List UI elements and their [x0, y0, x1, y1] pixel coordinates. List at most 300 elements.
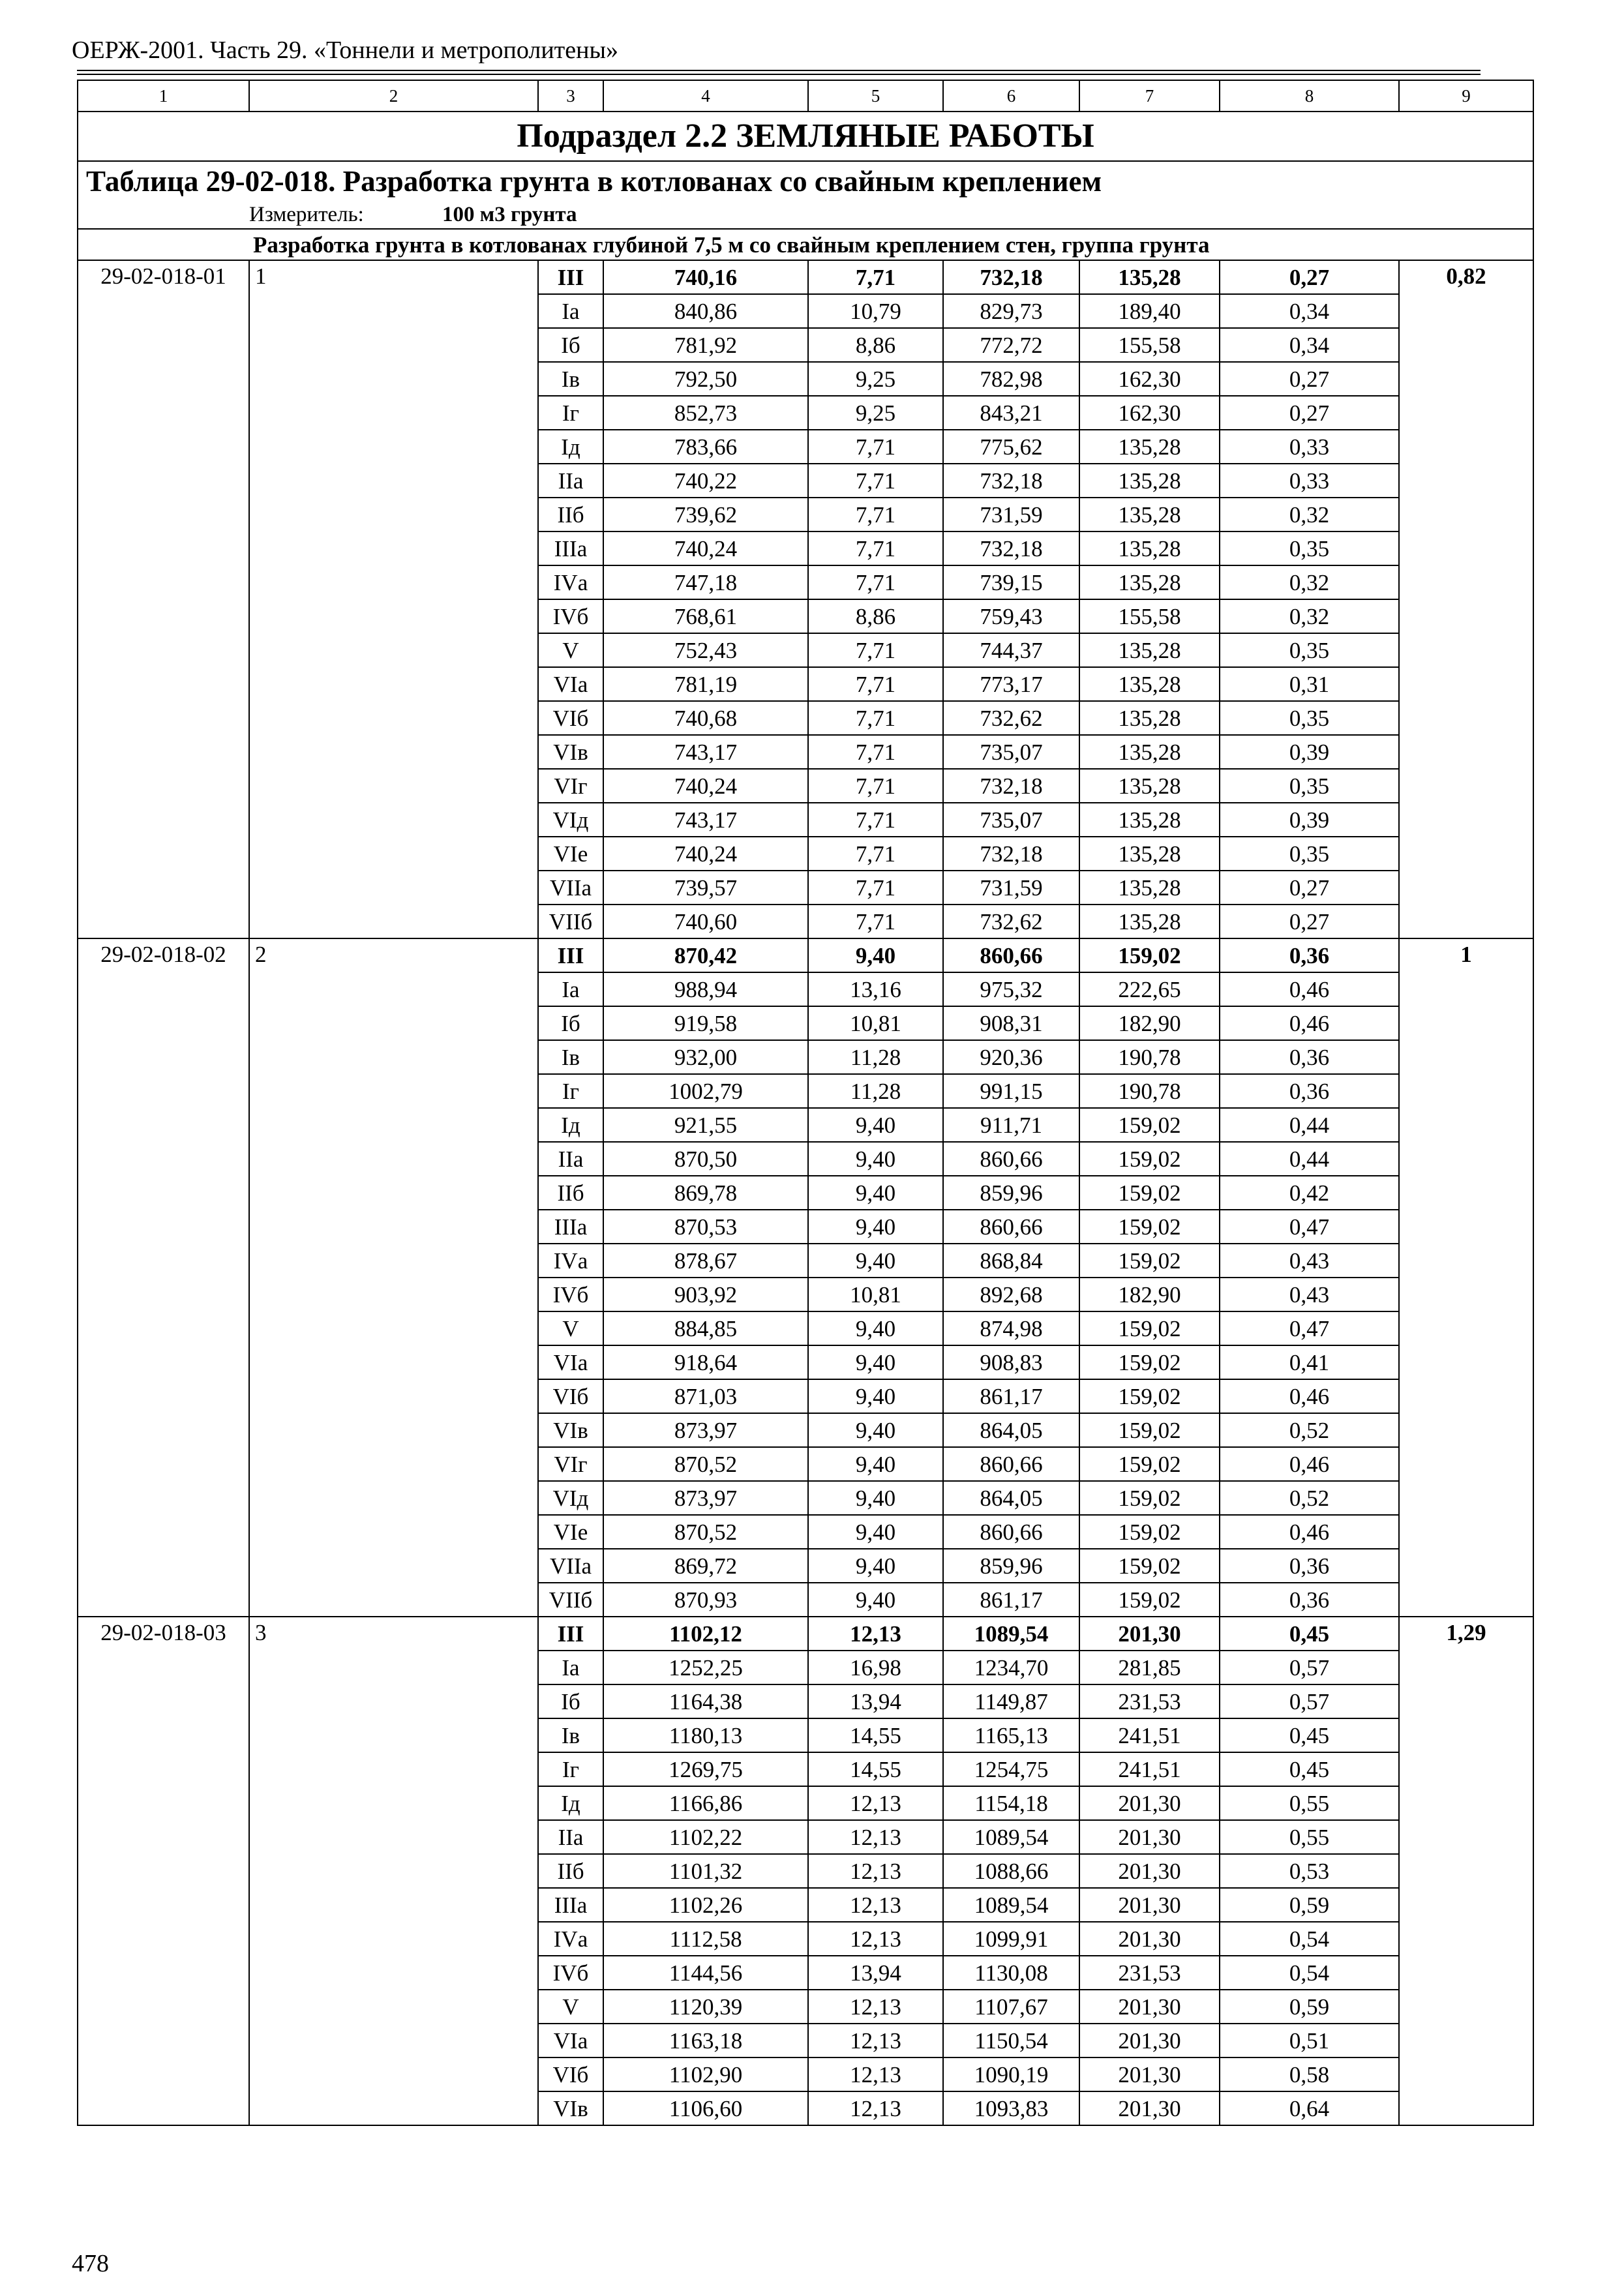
- value-cell: 0,34: [1220, 328, 1399, 362]
- value-cell: 0,27: [1220, 260, 1399, 294]
- value-cell: 739,57: [603, 871, 808, 905]
- soil-group-cell: IIб: [538, 1854, 603, 1888]
- column-number: 6: [943, 80, 1079, 112]
- value-cell: 12,13: [808, 1786, 943, 1820]
- value-cell: 0,36: [1220, 1074, 1399, 1108]
- value-cell: 0,53: [1220, 1854, 1399, 1888]
- value-cell: 0,57: [1220, 1651, 1399, 1684]
- value-cell: 0,36: [1220, 938, 1399, 972]
- value-cell: 869,78: [603, 1176, 808, 1210]
- value-cell: 7,71: [808, 430, 943, 464]
- value-cell: 860,66: [943, 1142, 1079, 1176]
- value-cell: 1149,87: [943, 1684, 1079, 1718]
- soil-group-cell: Iа: [538, 294, 603, 328]
- value-cell: 159,02: [1079, 1583, 1220, 1617]
- soil-group-cell: Iв: [538, 1718, 603, 1752]
- value-cell: 908,83: [943, 1345, 1079, 1379]
- value-cell: 0,64: [1220, 2091, 1399, 2125]
- value-cell: 201,30: [1079, 1990, 1220, 2024]
- value-cell: 911,71: [943, 1108, 1079, 1142]
- value-cell: 0,35: [1220, 633, 1399, 667]
- value-cell: 740,68: [603, 701, 808, 735]
- value-cell: 739,15: [943, 565, 1079, 599]
- section-title: Подраздел 2.2 ЗЕМЛЯНЫЕ РАБОТЫ: [78, 112, 1533, 161]
- value-cell: 13,94: [808, 1684, 943, 1718]
- value-cell: 159,02: [1079, 1345, 1220, 1379]
- value-cell: 1089,54: [943, 1888, 1079, 1922]
- value-cell: 732,18: [943, 531, 1079, 565]
- value-cell: 732,18: [943, 260, 1079, 294]
- soil-group-cell: III: [538, 260, 603, 294]
- value-cell: 201,30: [1079, 1888, 1220, 1922]
- value-cell: 740,60: [603, 905, 808, 938]
- value-cell: 0,46: [1220, 1379, 1399, 1413]
- value-cell: 9,40: [808, 1142, 943, 1176]
- value-cell: 201,30: [1079, 2024, 1220, 2057]
- value-cell: 783,66: [603, 430, 808, 464]
- value-cell: 874,98: [943, 1311, 1079, 1345]
- value-cell: 740,22: [603, 464, 808, 498]
- soil-group-cell: Iв: [538, 1040, 603, 1074]
- table-title-row: [78, 161, 1533, 201]
- value-cell: 135,28: [1079, 837, 1220, 871]
- value-cell: 732,18: [943, 837, 1079, 871]
- value-cell: 869,72: [603, 1549, 808, 1583]
- value-cell: 201,30: [1079, 1786, 1220, 1820]
- value-cell: 135,28: [1079, 633, 1220, 667]
- value-cell: 0,46: [1220, 1447, 1399, 1481]
- value-cell: 0,35: [1220, 837, 1399, 871]
- value-cell: 0,54: [1220, 1922, 1399, 1956]
- value-cell: 781,19: [603, 667, 808, 701]
- soil-group-cell: VIв: [538, 735, 603, 769]
- value-cell: 0,58: [1220, 2057, 1399, 2091]
- soil-group-cell: IIIа: [538, 531, 603, 565]
- soil-group-cell: VIд: [538, 803, 603, 837]
- soil-group-cell: Iа: [538, 972, 603, 1006]
- value-cell: 201,30: [1079, 1617, 1220, 1651]
- value-cell: 7,71: [808, 701, 943, 735]
- page-number: 478: [72, 2250, 109, 2277]
- soil-group-cell: VIб: [538, 2057, 603, 2091]
- value-cell: 14,55: [808, 1752, 943, 1786]
- value-cell: 829,73: [943, 294, 1079, 328]
- norm-coefficient: 0,82: [1399, 260, 1533, 938]
- value-cell: 135,28: [1079, 531, 1220, 565]
- value-cell: 1088,66: [943, 1854, 1079, 1888]
- unit-label: Измеритель:: [249, 202, 364, 226]
- value-cell: 12,13: [808, 1990, 943, 2024]
- value-cell: 0,46: [1220, 972, 1399, 1006]
- soil-group-cell: IIа: [538, 464, 603, 498]
- value-cell: 0,43: [1220, 1244, 1399, 1278]
- value-cell: 744,37: [943, 633, 1079, 667]
- column-number: 7: [1079, 80, 1220, 112]
- value-cell: 9,40: [808, 1413, 943, 1447]
- value-cell: 159,02: [1079, 1515, 1220, 1549]
- value-cell: 884,85: [603, 1311, 808, 1345]
- value-cell: 135,28: [1079, 871, 1220, 905]
- value-cell: 0,45: [1220, 1752, 1399, 1786]
- value-cell: 740,24: [603, 769, 808, 803]
- soil-group-cell: VIа: [538, 1345, 603, 1379]
- value-cell: 860,66: [943, 1447, 1079, 1481]
- soil-group-cell: IIб: [538, 498, 603, 531]
- value-cell: 864,05: [943, 1481, 1079, 1515]
- value-cell: 1112,58: [603, 1922, 808, 1956]
- value-cell: 201,30: [1079, 1922, 1220, 1956]
- value-cell: 0,35: [1220, 701, 1399, 735]
- value-cell: 159,02: [1079, 938, 1220, 972]
- value-cell: 231,53: [1079, 1684, 1220, 1718]
- value-cell: 918,64: [603, 1345, 808, 1379]
- soil-group-cell: IVа: [538, 565, 603, 599]
- value-cell: 1252,25: [603, 1651, 808, 1684]
- value-cell: 860,66: [943, 1515, 1079, 1549]
- value-cell: 159,02: [1079, 1311, 1220, 1345]
- value-cell: 743,17: [603, 803, 808, 837]
- value-cell: 752,43: [603, 633, 808, 667]
- soil-group-cell: VIа: [538, 667, 603, 701]
- value-cell: 739,62: [603, 498, 808, 531]
- value-cell: 13,16: [808, 972, 943, 1006]
- soil-group-cell: VIд: [538, 1481, 603, 1515]
- table-row: [78, 938, 1533, 972]
- value-cell: 9,25: [808, 396, 943, 430]
- group-title-row: [78, 229, 1533, 260]
- value-cell: 792,50: [603, 362, 808, 396]
- value-cell: 9,25: [808, 362, 943, 396]
- value-cell: 9,40: [808, 1549, 943, 1583]
- value-cell: 201,30: [1079, 2057, 1220, 2091]
- value-cell: 1165,13: [943, 1718, 1079, 1752]
- norm-code: 29-02-018-01: [78, 260, 249, 938]
- norm-coefficient: 1: [1399, 938, 1533, 1617]
- soil-group-cell: III: [538, 1617, 603, 1651]
- value-cell: 182,90: [1079, 1006, 1220, 1040]
- unit-row: [78, 201, 1533, 229]
- value-cell: 182,90: [1079, 1278, 1220, 1311]
- value-cell: 9,40: [808, 1447, 943, 1481]
- value-cell: 0,32: [1220, 498, 1399, 531]
- value-cell: 868,84: [943, 1244, 1079, 1278]
- value-cell: 7,71: [808, 667, 943, 701]
- value-cell: 988,94: [603, 972, 808, 1006]
- value-cell: 932,00: [603, 1040, 808, 1074]
- value-cell: 1180,13: [603, 1718, 808, 1752]
- soil-group-cell: IIа: [538, 1820, 603, 1854]
- value-cell: 159,02: [1079, 1176, 1220, 1210]
- soil-group-cell: Iб: [538, 1684, 603, 1718]
- value-cell: 135,28: [1079, 498, 1220, 531]
- value-cell: 0,34: [1220, 294, 1399, 328]
- value-cell: 189,40: [1079, 294, 1220, 328]
- value-cell: 222,65: [1079, 972, 1220, 1006]
- value-cell: 162,30: [1079, 362, 1220, 396]
- value-cell: 0,59: [1220, 1990, 1399, 2024]
- value-cell: 1089,54: [943, 1617, 1079, 1651]
- header-rule: [77, 70, 1481, 71]
- value-cell: 0,52: [1220, 1413, 1399, 1447]
- value-cell: 920,36: [943, 1040, 1079, 1074]
- value-cell: 7,71: [808, 260, 943, 294]
- value-cell: 859,96: [943, 1176, 1079, 1210]
- soil-group-cell: IVб: [538, 1278, 603, 1311]
- value-cell: 0,27: [1220, 905, 1399, 938]
- value-cell: 9,40: [808, 1379, 943, 1413]
- value-cell: 859,96: [943, 1549, 1079, 1583]
- value-cell: 991,15: [943, 1074, 1079, 1108]
- value-cell: 840,86: [603, 294, 808, 328]
- value-cell: 860,66: [943, 938, 1079, 972]
- value-cell: 731,59: [943, 498, 1079, 531]
- value-cell: 0,55: [1220, 1820, 1399, 1854]
- value-cell: 0,44: [1220, 1142, 1399, 1176]
- value-cell: 870,52: [603, 1447, 808, 1481]
- value-cell: 870,50: [603, 1142, 808, 1176]
- value-cell: 782,98: [943, 362, 1079, 396]
- norm-code: 29-02-018-03: [78, 1617, 249, 2125]
- column-number: 1: [78, 80, 249, 112]
- soil-group-cell: VIв: [538, 2091, 603, 2125]
- value-cell: 0,46: [1220, 1515, 1399, 1549]
- value-cell: 0,31: [1220, 667, 1399, 701]
- value-cell: 1102,90: [603, 2057, 808, 2091]
- value-cell: 12,13: [808, 2091, 943, 2125]
- value-cell: 12,13: [808, 1820, 943, 1854]
- value-cell: 7,71: [808, 803, 943, 837]
- value-cell: 1002,79: [603, 1074, 808, 1108]
- value-cell: 871,03: [603, 1379, 808, 1413]
- value-cell: 743,17: [603, 735, 808, 769]
- value-cell: 12,13: [808, 1922, 943, 1956]
- group-title: Разработка грунта в котлованах глубиной 7,5 м со свайным креплением стен, группа грунта: [78, 229, 1533, 260]
- soil-group-cell: IVб: [538, 1956, 603, 1990]
- value-cell: 159,02: [1079, 1549, 1220, 1583]
- value-cell: 870,42: [603, 938, 808, 972]
- value-cell: 1102,26: [603, 1888, 808, 1922]
- value-cell: 0,35: [1220, 531, 1399, 565]
- soil-group-cell: IIб: [538, 1176, 603, 1210]
- column-number: 3: [538, 80, 603, 112]
- soil-group-cell: IVа: [538, 1244, 603, 1278]
- value-cell: 759,43: [943, 599, 1079, 633]
- value-cell: 159,02: [1079, 1447, 1220, 1481]
- unit-cell: [78, 201, 1533, 229]
- soil-group-cell: Iб: [538, 328, 603, 362]
- soil-group-cell: Iг: [538, 1074, 603, 1108]
- value-cell: 1106,60: [603, 2091, 808, 2125]
- value-cell: 860,66: [943, 1210, 1079, 1244]
- value-cell: 9,40: [808, 1176, 943, 1210]
- value-cell: 843,21: [943, 396, 1079, 430]
- value-cell: 0,44: [1220, 1108, 1399, 1142]
- table-row: [78, 1617, 1533, 1651]
- value-cell: 201,30: [1079, 1820, 1220, 1854]
- value-cell: 0,27: [1220, 396, 1399, 430]
- value-cell: 1120,39: [603, 1990, 808, 2024]
- value-cell: 732,18: [943, 464, 1079, 498]
- value-cell: 870,93: [603, 1583, 808, 1617]
- value-cell: 0,36: [1220, 1583, 1399, 1617]
- value-cell: 281,85: [1079, 1651, 1220, 1684]
- value-cell: 1144,56: [603, 1956, 808, 1990]
- soil-group-cell: V: [538, 633, 603, 667]
- value-cell: 0,45: [1220, 1718, 1399, 1752]
- value-cell: 0,36: [1220, 1549, 1399, 1583]
- norms-table-body: [78, 80, 1533, 2125]
- value-cell: 7,71: [808, 498, 943, 531]
- soil-group-cell: V: [538, 1990, 603, 2024]
- soil-group-cell: Iд: [538, 1786, 603, 1820]
- soil-group-cell: IIа: [538, 1142, 603, 1176]
- value-cell: 231,53: [1079, 1956, 1220, 1990]
- value-cell: 9,40: [808, 938, 943, 972]
- value-cell: 852,73: [603, 396, 808, 430]
- value-cell: 870,52: [603, 1515, 808, 1549]
- value-cell: 1102,22: [603, 1820, 808, 1854]
- value-cell: 12,13: [808, 2057, 943, 2091]
- value-cell: 0,27: [1220, 362, 1399, 396]
- value-cell: 9,40: [808, 1481, 943, 1515]
- value-cell: 11,28: [808, 1040, 943, 1074]
- value-cell: 9,40: [808, 1108, 943, 1142]
- norm-number: 3: [249, 1617, 538, 2125]
- unit-value: 100 м3 грунта: [442, 202, 577, 226]
- value-cell: 0,35: [1220, 769, 1399, 803]
- value-cell: 162,30: [1079, 396, 1220, 430]
- value-cell: 0,42: [1220, 1176, 1399, 1210]
- document-header-title: ОЕРЖ-2001. Часть 29. «Тоннели и метрополитены»: [72, 37, 619, 64]
- value-cell: 0,39: [1220, 803, 1399, 837]
- value-cell: 12,13: [808, 1617, 943, 1651]
- value-cell: 0,54: [1220, 1956, 1399, 1990]
- value-cell: 11,28: [808, 1074, 943, 1108]
- value-cell: 159,02: [1079, 1413, 1220, 1447]
- value-cell: 731,59: [943, 871, 1079, 905]
- norm-code: 29-02-018-02: [78, 938, 249, 1617]
- soil-group-cell: Iг: [538, 1752, 603, 1786]
- column-number: 9: [1399, 80, 1533, 112]
- value-cell: 0,46: [1220, 1006, 1399, 1040]
- value-cell: 155,58: [1079, 599, 1220, 633]
- value-cell: 7,71: [808, 464, 943, 498]
- table-row: [78, 260, 1533, 294]
- value-cell: 12,13: [808, 2024, 943, 2057]
- value-cell: 135,28: [1079, 667, 1220, 701]
- value-cell: 135,28: [1079, 430, 1220, 464]
- value-cell: 0,57: [1220, 1684, 1399, 1718]
- soil-group-cell: IVб: [538, 599, 603, 633]
- soil-group-cell: Iа: [538, 1651, 603, 1684]
- value-cell: 0,27: [1220, 871, 1399, 905]
- value-cell: 1150,54: [943, 2024, 1079, 2057]
- value-cell: 12,13: [808, 1888, 943, 1922]
- value-cell: 740,24: [603, 531, 808, 565]
- value-cell: 8,86: [808, 328, 943, 362]
- soil-group-cell: VIIа: [538, 1549, 603, 1583]
- value-cell: 9,40: [808, 1210, 943, 1244]
- value-cell: 135,28: [1079, 803, 1220, 837]
- value-cell: 1102,12: [603, 1617, 808, 1651]
- value-cell: 155,58: [1079, 328, 1220, 362]
- value-cell: 0,32: [1220, 565, 1399, 599]
- value-cell: 740,16: [603, 260, 808, 294]
- value-cell: 8,86: [808, 599, 943, 633]
- norms-table: [77, 80, 1534, 2126]
- value-cell: 159,02: [1079, 1379, 1220, 1413]
- value-cell: 1163,18: [603, 2024, 808, 2057]
- soil-group-cell: VIIб: [538, 1583, 603, 1617]
- value-cell: 159,02: [1079, 1142, 1220, 1176]
- value-cell: 861,17: [943, 1379, 1079, 1413]
- norm-number: 1: [249, 260, 538, 938]
- soil-group-cell: V: [538, 1311, 603, 1345]
- soil-group-cell: IIIа: [538, 1210, 603, 1244]
- soil-group-cell: Iг: [538, 396, 603, 430]
- soil-group-cell: Iд: [538, 1108, 603, 1142]
- soil-group-cell: IVа: [538, 1922, 603, 1956]
- norm-number: 2: [249, 938, 538, 1617]
- value-cell: 135,28: [1079, 769, 1220, 803]
- value-cell: 908,31: [943, 1006, 1079, 1040]
- value-cell: 773,17: [943, 667, 1079, 701]
- value-cell: 1234,70: [943, 1651, 1079, 1684]
- soil-group-cell: VIг: [538, 769, 603, 803]
- value-cell: 0,52: [1220, 1481, 1399, 1515]
- soil-group-cell: VIа: [538, 2024, 603, 2057]
- value-cell: 919,58: [603, 1006, 808, 1040]
- value-cell: 732,62: [943, 905, 1079, 938]
- value-cell: 903,92: [603, 1278, 808, 1311]
- value-cell: 16,98: [808, 1651, 943, 1684]
- soil-group-cell: III: [538, 938, 603, 972]
- value-cell: 241,51: [1079, 1718, 1220, 1752]
- value-cell: 892,68: [943, 1278, 1079, 1311]
- value-cell: 135,28: [1079, 565, 1220, 599]
- value-cell: 0,36: [1220, 1040, 1399, 1074]
- value-cell: 7,71: [808, 837, 943, 871]
- value-cell: 0,43: [1220, 1278, 1399, 1311]
- value-cell: 747,18: [603, 565, 808, 599]
- value-cell: 878,67: [603, 1244, 808, 1278]
- value-cell: 13,94: [808, 1956, 943, 1990]
- soil-group-cell: VIг: [538, 1447, 603, 1481]
- column-numbers-row: [78, 80, 1533, 112]
- value-cell: 1269,75: [603, 1752, 808, 1786]
- value-cell: 7,71: [808, 871, 943, 905]
- value-cell: 9,40: [808, 1345, 943, 1379]
- value-cell: 740,24: [603, 837, 808, 871]
- value-cell: 12,13: [808, 1854, 943, 1888]
- value-cell: 10,81: [808, 1006, 943, 1040]
- column-number: 4: [603, 80, 808, 112]
- value-cell: 0,47: [1220, 1210, 1399, 1244]
- value-cell: 781,92: [603, 328, 808, 362]
- value-cell: 1154,18: [943, 1786, 1079, 1820]
- value-cell: 135,28: [1079, 701, 1220, 735]
- value-cell: 7,71: [808, 565, 943, 599]
- value-cell: 1101,32: [603, 1854, 808, 1888]
- value-cell: 10,81: [808, 1278, 943, 1311]
- value-cell: 159,02: [1079, 1108, 1220, 1142]
- value-cell: 1254,75: [943, 1752, 1079, 1786]
- value-cell: 1093,83: [943, 2091, 1079, 2125]
- value-cell: 873,97: [603, 1413, 808, 1447]
- value-cell: 7,71: [808, 905, 943, 938]
- value-cell: 873,97: [603, 1481, 808, 1515]
- value-cell: 1099,91: [943, 1922, 1079, 1956]
